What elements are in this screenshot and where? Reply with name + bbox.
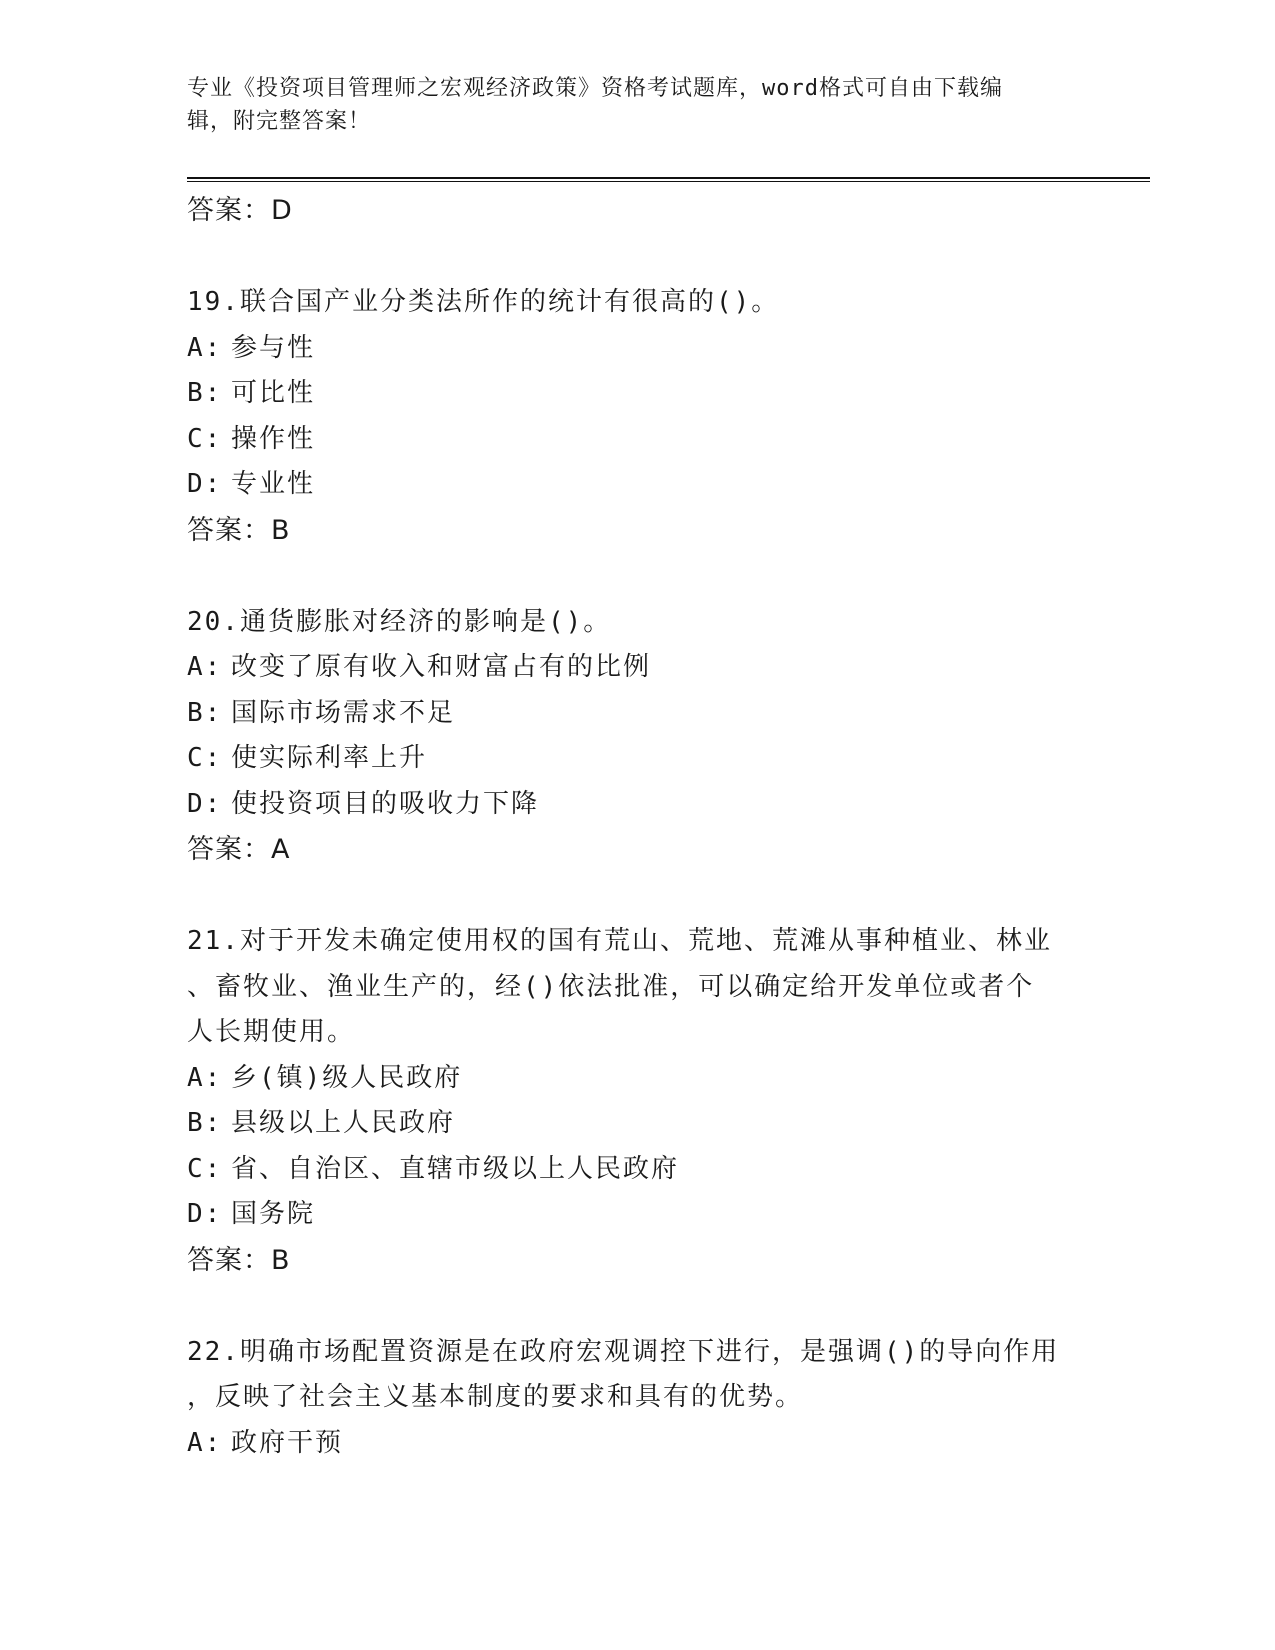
option-letter: C: (187, 743, 223, 773)
question-stem-line: ，反映了社会主义基本制度的要求和具有的优势。 (187, 1382, 804, 1412)
question-option (187, 326, 1087, 372)
option-text: 国务院 (231, 1199, 316, 1229)
question-option (187, 1056, 1087, 1102)
option-letter: D: (187, 788, 223, 819)
question-list (187, 188, 1087, 1466)
option-letter: D: (187, 469, 223, 499)
option-letter: B: (187, 1108, 223, 1138)
option-text: 国际市场需求不足 (231, 697, 456, 728)
answer-line: 答案：B (187, 1244, 291, 1276)
question-option (187, 1192, 1087, 1238)
question-stem-line: 、畜牧业、渔业生产的，经()依法批准，可以确定给开发单位或者个 (187, 971, 1035, 1002)
spacer (187, 872, 1087, 919)
question-stem-line: 21.对于开发未确定使用权的国有荒山、荒地、荒滩从事种植业、林业 (187, 926, 1052, 956)
answer-line: 答案：B (187, 514, 291, 546)
question-block (187, 919, 1087, 1283)
question-stem-line: 人长期使用。 (187, 1017, 356, 1047)
question-block (187, 1330, 1087, 1467)
header-rule-thick (187, 177, 1150, 179)
option-text: 政府干预 (231, 1427, 344, 1458)
option-text: 省、自治区、直辖市级以上人民政府 (231, 1153, 680, 1184)
question-option (187, 371, 1087, 417)
question-stem-line: 22.明确市场配置资源是在政府宏观调控下进行，是强调()的导向作用 (187, 1336, 1060, 1367)
option-letter: C: (187, 1153, 223, 1184)
option-letter: A: (187, 652, 223, 682)
question-option (187, 736, 1087, 782)
option-letter: B: (187, 697, 223, 728)
option-text: 参与性 (231, 332, 316, 363)
question-stem: 20.通货膨胀对经济的影响是()。 (187, 606, 612, 637)
option-text: 操作性 (231, 423, 316, 454)
option-letter: D: (187, 1199, 223, 1229)
option-letter: A: (187, 1062, 223, 1093)
question-option (187, 1147, 1087, 1193)
option-text: 可比性 (231, 378, 316, 408)
option-letter: C: (187, 423, 223, 454)
spacer (187, 1283, 1087, 1330)
question-option (187, 462, 1087, 508)
option-letter: A: (187, 1427, 223, 1458)
option-text: 专业性 (231, 469, 316, 499)
header-rule-thin (187, 181, 1150, 182)
option-text: 使投资项目的吸收力下降 (231, 788, 540, 819)
spacer (187, 553, 1087, 600)
option-letter: A: (187, 332, 223, 363)
header-line-1: 专业《投资项目管理师之宏观经济政策》资格考试题库，word格式可自由下载编 (187, 76, 1003, 101)
question-block (187, 600, 1087, 873)
option-text: 乡(镇)级人民政府 (231, 1062, 463, 1093)
option-text: 使实际利率上升 (231, 743, 428, 773)
spacer (187, 233, 1087, 280)
question-option (187, 417, 1087, 463)
question-stem: 19.联合国产业分类法所作的统计有很高的()。 (187, 287, 780, 317)
question-option (187, 1421, 1087, 1467)
option-letter: B: (187, 378, 223, 408)
question-option (187, 782, 1087, 828)
answer-line: 答案：D (187, 195, 293, 226)
question-block (187, 280, 1087, 553)
option-text: 县级以上人民政府 (231, 1108, 456, 1138)
header-line-2: 辑，附完整答案！ (187, 109, 372, 134)
question-option (187, 691, 1087, 737)
question-option (187, 645, 1087, 691)
answer-line: 答案：A (187, 834, 291, 865)
option-text: 改变了原有收入和财富占有的比例 (231, 652, 652, 682)
document-header (187, 72, 1087, 138)
question-option (187, 1101, 1087, 1147)
